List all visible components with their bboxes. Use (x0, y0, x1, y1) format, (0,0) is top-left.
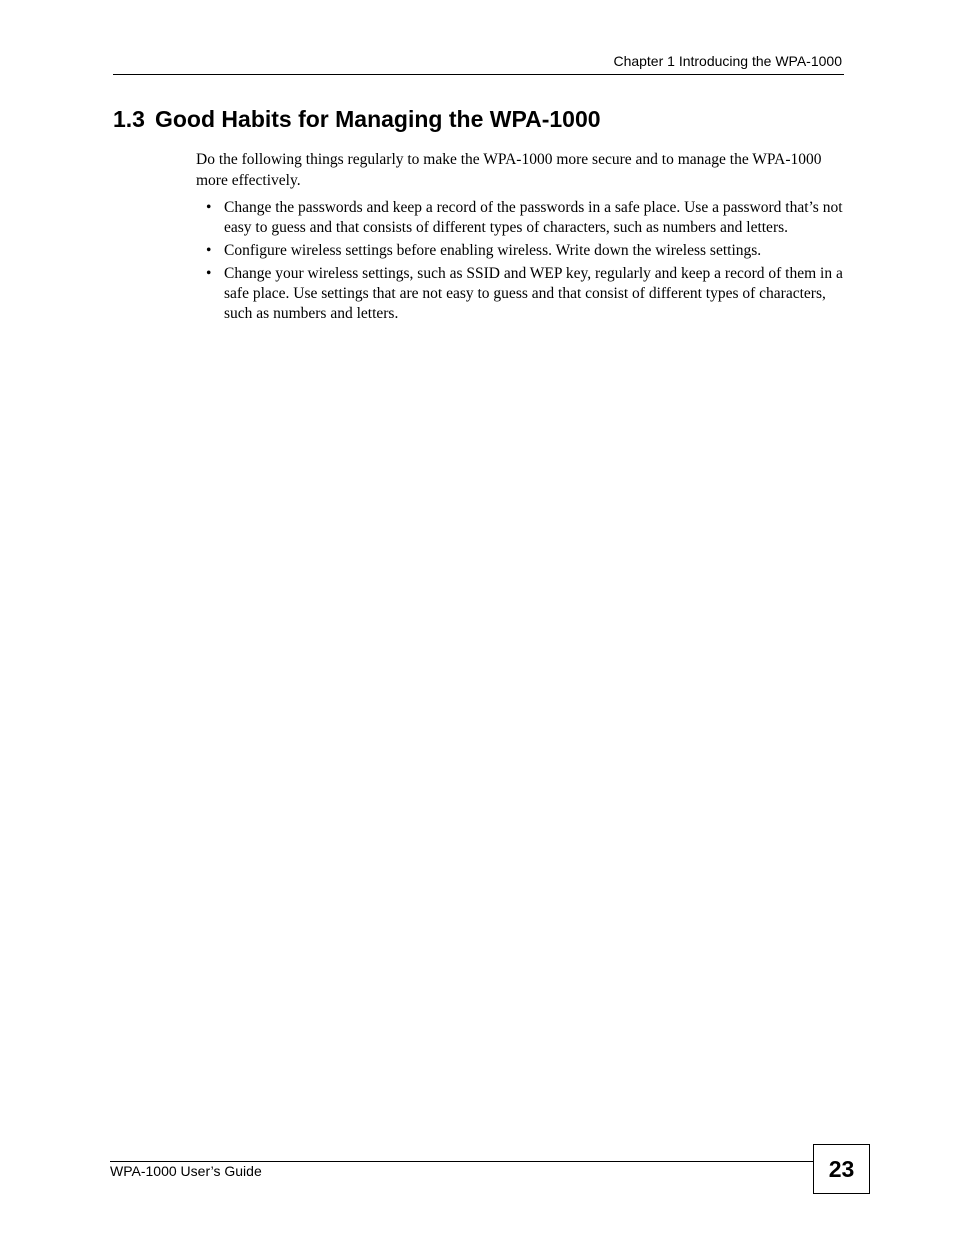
list-item (206, 241, 846, 261)
footer-guide-title: WPA-1000 User’s Guide (110, 1163, 262, 1179)
running-header: Chapter 1 Introducing the WPA-1000 (613, 53, 842, 69)
list-item (206, 264, 846, 324)
bullet-marker: • (206, 199, 212, 216)
section-number: 1.3 (113, 106, 145, 132)
bullet-marker: • (206, 242, 212, 259)
list-item (206, 198, 846, 238)
section-heading (113, 103, 601, 135)
section-title: Good Habits for Managing the WPA-1000 (154, 106, 601, 132)
list-item-text: Change your wireless settings, such as SSID and WEP key, regularly and keep a record of them in a safe place. Use settings that are not easy to guess and that consist of different types of characters, such as numbers and letters. (224, 265, 843, 322)
list-item-text: Configure wireless settings before enabling wireless. Write down the wireless settings. (224, 242, 762, 259)
bullet-marker: • (206, 265, 212, 282)
list-item-text: Change the passwords and keep a record of the passwords in a safe place. Use a password that’s not easy to guess and that consists of different types of characters, such as numbers and letters. (224, 199, 843, 236)
page-number: 23 (813, 1144, 870, 1194)
bullet-list (206, 198, 846, 327)
intro-paragraph: Do the following things regularly to make the WPA-1000 more secure and to manage the WPA-1000 more effectively. (196, 151, 822, 189)
header-divider (113, 74, 844, 75)
